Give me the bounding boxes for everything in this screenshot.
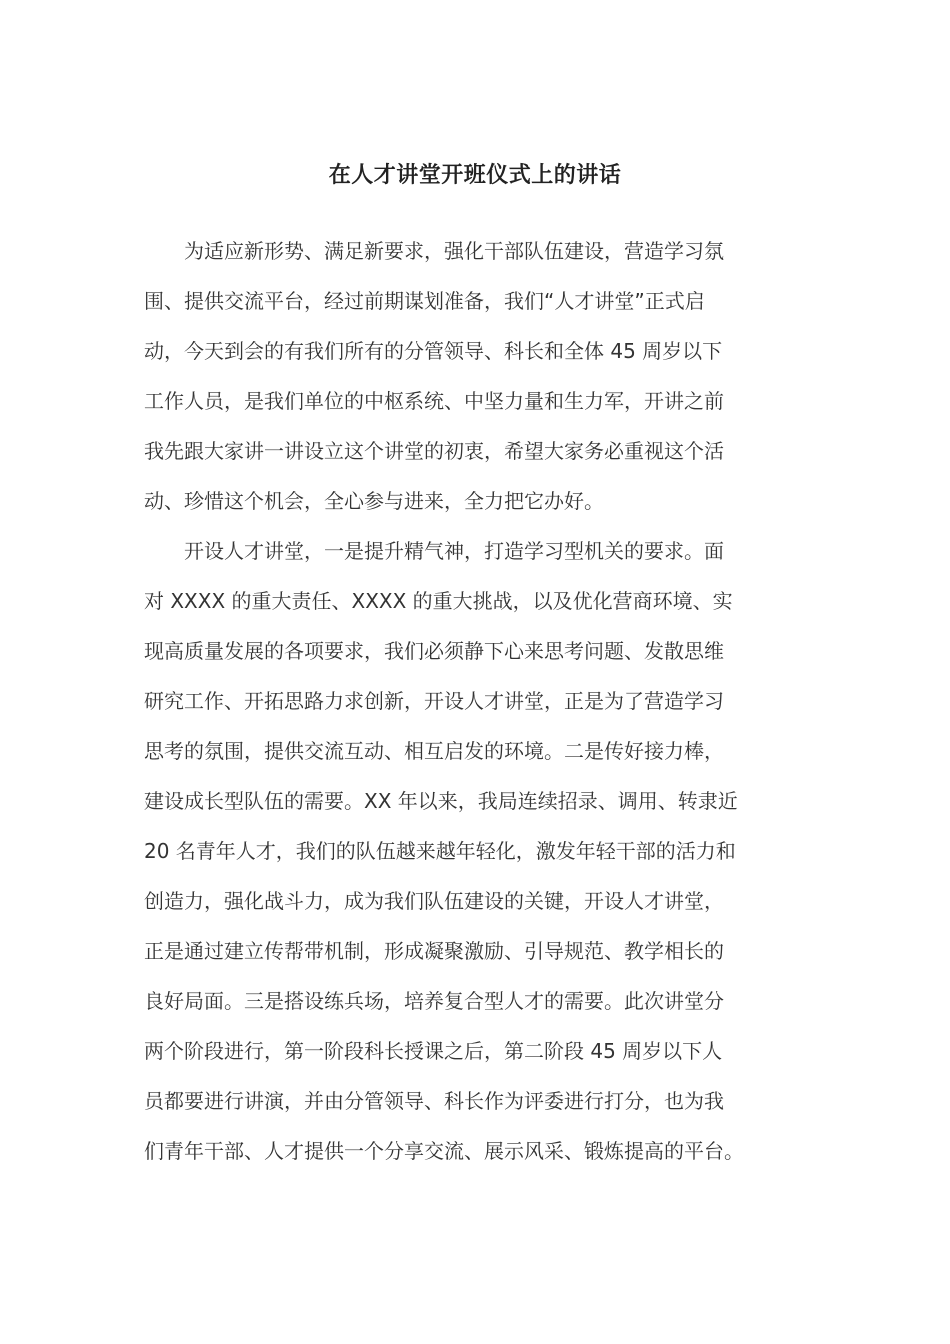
paragraph-line: 我先跟大家讲一讲设立这个讲堂的初衷，希望大家务必重视这个活 bbox=[144, 439, 724, 463]
document-title: 在人才讲堂开班仪式上的讲话 bbox=[328, 163, 622, 188]
paragraph-line: 动，今天到会的有我们所有的分管领导、科长和全体 45 周岁以下 bbox=[144, 339, 723, 363]
paragraph-line: 开设人才讲堂，一是提升精气神，打造学习型机关的要求。面 bbox=[184, 539, 724, 563]
document-body bbox=[144, 226, 806, 1176]
paragraph-line: 研究工作、开拓思路力求创新，开设人才讲堂，正是为了营造学习 bbox=[144, 689, 724, 713]
paragraph-line: 良好局面。三是搭设练兵场，培养复合型人才的需要。此次讲堂分 bbox=[144, 989, 724, 1013]
paragraph-line: 思考的氛围，提供交流互动、相互启发的环境。二是传好接力棒， bbox=[144, 739, 724, 763]
paragraph-line: 两个阶段进行，第一阶段科长授课之后，第二阶段 45 周岁以下人 bbox=[144, 1039, 723, 1063]
paragraph-line: 员都要进行讲演，并由分管领导、科长作为评委进行打分，也为我 bbox=[144, 1089, 724, 1113]
paragraph-line: 创造力，强化战斗力，成为我们队伍建设的关键，开设人才讲堂， bbox=[144, 889, 724, 913]
paragraph-line: 围、提供交流平台，经过前期谋划准备，我们“人才讲堂”正式启 bbox=[144, 289, 705, 313]
paragraph-line: 20 名青年人才，我们的队伍越来越年轻化，激发年轻干部的活力和 bbox=[144, 839, 736, 863]
paragraph-line: 对 XXXX 的重大责任、XXXX 的重大挑战，以及优化营商环境、实 bbox=[144, 589, 733, 613]
paragraph-line: 建设成长型队伍的需要。XX 年以来，我局连续招录、调用、转隶近 bbox=[144, 789, 738, 813]
paragraph-line: 工作人员，是我们单位的中枢系统、中坚力量和生力军，开讲之前 bbox=[144, 389, 724, 413]
paragraph-line: 为适应新形势、满足新要求，强化干部队伍建设，营造学习氛 bbox=[184, 239, 724, 263]
paragraph-1 bbox=[144, 226, 806, 526]
paragraph-line: 们青年干部、人才提供一个分享交流、展示风采、锻炼提高的平台。 bbox=[144, 1139, 744, 1163]
paragraph-line: 现高质量发展的各项要求，我们必须静下心来思考问题、发散思维 bbox=[144, 639, 724, 663]
paragraph-line: 动、珍惜这个机会，全心参与进来，全力把它办好。 bbox=[144, 489, 604, 513]
paragraph-line: 正是通过建立传帮带机制，形成凝聚激励、引导规范、教学相长的 bbox=[144, 939, 724, 963]
paragraph-2 bbox=[144, 526, 806, 1176]
